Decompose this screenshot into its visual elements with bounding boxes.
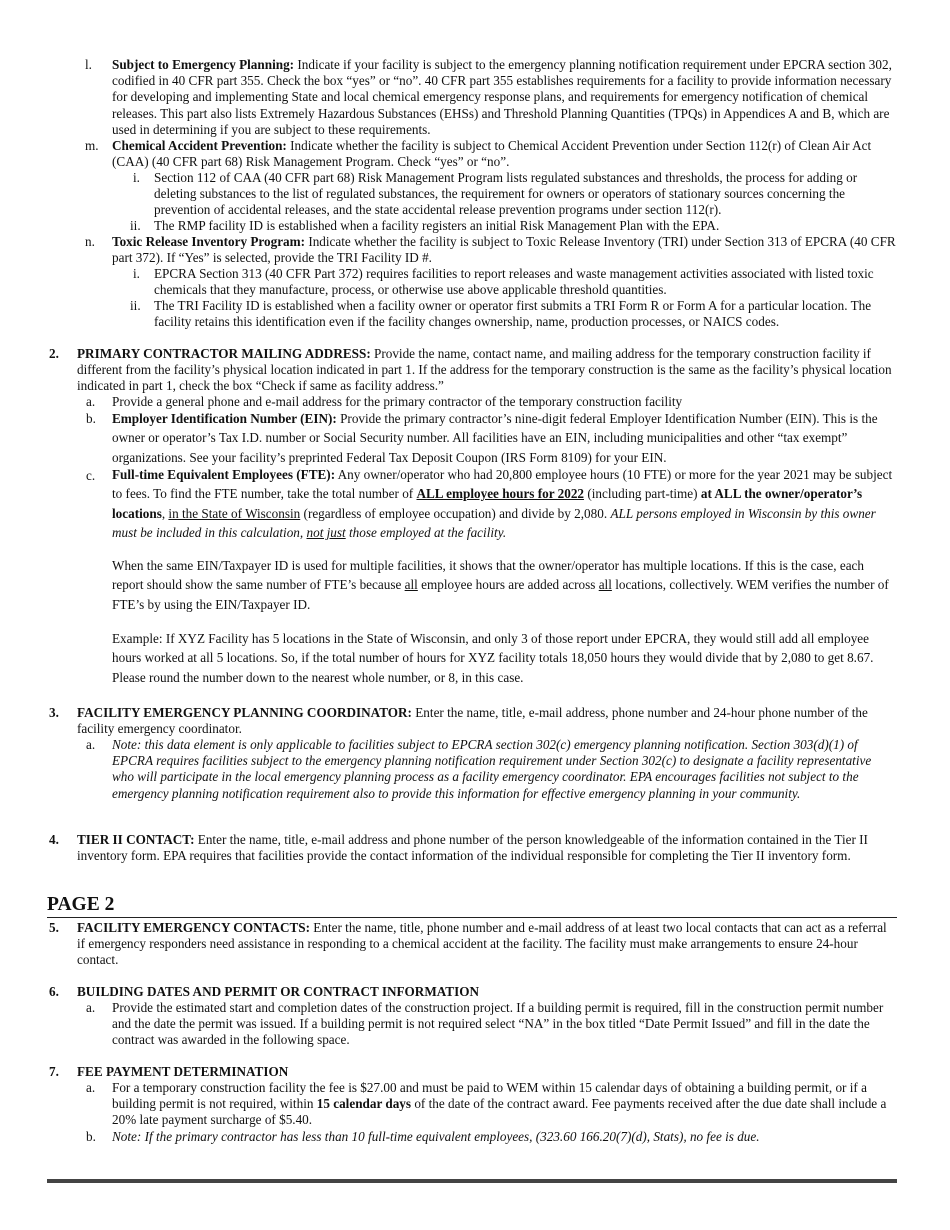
item-l-label: l.	[85, 57, 92, 72]
footer-rule	[47, 1179, 897, 1183]
section-2b-label: b.	[86, 411, 96, 426]
section-2c-p2-text-a: When the same EIN/Taxpayer ID is used for multiple facilities, it shows that the owner/operator has multiple locations. If this is the case, each report should show the same number of FTE’s because	[112, 558, 865, 593]
section-2a-text: Provide a general phone and e-mail address for the primary contractor of the temporary construction facility	[112, 394, 683, 409]
section-5-title: FACILITY EMERGENCY CONTACTS:	[77, 920, 310, 935]
section-2a-label: a.	[86, 394, 96, 409]
item-n-sub-ii-label: ii.	[130, 298, 141, 313]
section-7-number: 7.	[49, 1064, 59, 1079]
section-2c-italic-2: those employed at the facility.	[345, 525, 507, 541]
item-m-title: Chemical Accident Prevention:	[112, 138, 287, 153]
section-3-title: FACILITY EMERGENCY PLANNING COORDINATOR:	[77, 705, 412, 720]
item-m-text: Indicate whether the facility is subject to Chemical Accident Prevention under Section 112(r) of Clean Air Act (CAA) (40 CFR part 68) Risk Management Program. Check “yes” or “no”.	[112, 138, 872, 170]
item-m-sub-i-text: Section 112 of CAA (40 CFR part 68) Risk Management Program lists regulated substances and thresholds, the process for adding or deleting substances to the list of regulated substances, the requirement for owners or operators of stationary sources concerning the prevention of accidental releases, and the state accidental release prevention programs under section 112(r).	[154, 170, 858, 218]
section-7b-note: Note: If the primary contractor has less than 10 full-time equivalent employees, (323.60 166.20(7)(d), Stats), no fee is due.	[112, 1129, 760, 1144]
item-l-subject-to-emergency-planning	[112, 57, 896, 138]
section-2c-p2-text-c: locations, collectively. WEM verifies the number of FTE’s by using the EIN/Taxpayer ID.	[112, 577, 889, 612]
heading-divider	[47, 917, 897, 918]
section-6-number: 6.	[49, 984, 59, 999]
section-7a-text-1: For a temporary construction facility the fee is $27.00 and must be paid to WEM within 15 calendar days of obtaining a building permit, or if a building permit is not required, within	[112, 1080, 867, 1112]
section-2b-ein	[112, 409, 896, 467]
section-4-number: 4.	[49, 832, 59, 847]
section-2c-all-employee-hours: ALL employee hours for 2022	[416, 486, 585, 502]
section-2c-example-paragraph: Example: If XYZ Facility has 5 locations in the State of Wisconsin, and only 3 of those report under EPCRA, they would still add all employee hours worked at all 5 locations. So, if the total number of hours for XYZ facility totals 18,050 hours they would divide that by 2,080 to get 8.67. Please round the number down to the nearest whole number, or 8, in this case.	[112, 631, 874, 685]
item-n-toxic-release-inventory	[112, 234, 896, 266]
item-m-sub-i-label: i.	[133, 170, 140, 185]
section-4-text: Enter the name, title, e-mail address and phone number of the person knowledgeable of the information contained in the Tier II inventory form. EPA requires that facilities provide the contact information of the individual responsible for completing the Tier II inventory form.	[77, 832, 868, 864]
item-m-label: m.	[85, 138, 99, 153]
section-3a-label: a.	[86, 737, 96, 752]
item-n-sub-i-text: EPCRA Section 313 (40 CFR Part 372) requires facilities to report releases and waste management activities associated with listed toxic chemicals that they manufacture, process, or otherwise use above applicable threshold quantities.	[154, 266, 874, 298]
section-2c-label: c.	[86, 468, 96, 483]
section-2-number: 2.	[49, 346, 59, 361]
section-2c-p2-all-1: all	[404, 577, 418, 593]
section-2c-ein-paragraph	[112, 556, 896, 614]
section-5-text: Enter the name, title, phone number and e-mail address of at least two local contacts that can act as a referral if emergency responders need assistance in responding to a chemical accident at the facility. The facility must make arrangements to ensure 24-hour contact.	[77, 920, 887, 968]
section-5-emergency-contacts	[77, 920, 896, 969]
section-6a-text: Provide the estimated start and completion dates of the construction project. If a building permit is required, fill in the construction permit number and the date the permit was issued. If a building permit is not required select “NA” in the box titled “Date Permit Issued” and fill in the date the contract was awarded in the following space.	[112, 1000, 884, 1048]
section-2c-text-1: Any owner/operator who had 20,800 employee hours (10 FTE) or more for the year 2021 may be subject to fees. To find the FTE number, take the total number of	[112, 467, 893, 502]
section-2c-fte	[112, 465, 896, 543]
section-3-coordinator	[77, 705, 896, 737]
section-2-primary-contractor	[77, 346, 896, 395]
section-4-tier-ii-contact	[77, 832, 896, 864]
item-l-title: Subject to Emergency Planning:	[112, 57, 295, 72]
page-2-heading: PAGE 2	[47, 894, 115, 915]
section-7a-15-calendar-days: 15 calendar days	[316, 1096, 412, 1112]
item-l-text: Indicate if your facility is subject to the emergency planning notification requirement under EPCRA section 302, codified in 40 CFR part 355. Check the box “yes” or “no”. 40 CFR part 355 establishes requirements for a facility to provide information necessary for developing and implementing State and local chemical emergency response plans, and requirements for emergency notification of chemical releases. This part also lists Extremely Hazardous Substances (EHSs) and Threshold Planning Quantities (TPQs) in Appendices A and B, which are used in determining if you are subject to these requirements.	[112, 57, 892, 137]
section-5-number: 5.	[49, 920, 59, 935]
section-7b-label: b.	[86, 1129, 96, 1144]
item-n-title: Toxic Release Inventory Program:	[112, 234, 306, 249]
section-4-title: TIER II CONTACT:	[77, 832, 195, 847]
section-2c-wisconsin: in the State of Wisconsin	[168, 505, 301, 521]
section-6-title: BUILDING DATES AND PERMIT OR CONTRACT INFORMATION	[77, 984, 480, 999]
section-2-text: Provide the name, contact name, and mailing address for the temporary construction facility if different from the facility’s physical location indicated in part 1. If the address for the temporary construction is the same as the facility’s physical location indicated in part 1, check the box “Check if same as facility address.”	[77, 346, 892, 394]
section-7a-text-2: of the date of the contract award. Fee payments received after the due date shall include a 20% late payment surcharge of $5.40.	[112, 1096, 887, 1128]
section-2c-italic-1: ALL persons employed in Wisconsin by this owner must be included in this calculation,	[112, 505, 876, 541]
section-7-title: FEE PAYMENT DETERMINATION	[77, 1064, 289, 1079]
item-m-sub-ii-text: The RMP facility ID is established when a facility registers an initial Risk Management Plan with the EPA.	[154, 218, 720, 233]
section-6a-label: a.	[86, 1000, 96, 1015]
section-2c-p2-text-b: employee hours are added across	[417, 577, 599, 593]
section-2c-all-locations: at ALL the owner/operator’s locations	[112, 486, 863, 521]
section-3-text: Enter the name, title, e-mail address, phone number and 24-hour phone number of the facility emergency coordinator.	[77, 705, 868, 737]
section-2c-not-just: not just	[306, 525, 346, 541]
item-m-chemical-accident-prevention	[112, 138, 896, 170]
section-3-number: 3.	[49, 705, 59, 720]
section-2b-title: Employer Identification Number (EIN):	[112, 411, 337, 426]
section-2c-text-3: ,	[161, 505, 169, 521]
item-n-text: Indicate whether the facility is subject to Toxic Release Inventory (TRI) under Section 313 of EPCRA (40 CFR part 372). If “Yes” is selected, provide the TRI Facility ID #.	[112, 234, 896, 266]
section-7a-label: a.	[86, 1080, 96, 1095]
section-2b-text: Provide the primary contractor’s nine-digit federal Employer Identification Number (EIN). This is the owner or operator’s Tax I.D. number or Social Security number. All facilities have an EIN, including municipalities and other “tax exempt” organizations. See your facility’s preprinted Federal Tax Deposit Coupon (IRS Form 8109) for your EIN.	[112, 411, 878, 465]
item-n-label: n.	[85, 234, 95, 249]
section-2c-text-2: (including part-time)	[584, 486, 701, 502]
item-n-sub-i-label: i.	[133, 266, 140, 281]
item-n-sub-ii-text: The TRI Facility ID is established when a facility owner or operator first submits a TRI Form R or Form A for a particular location. The facility retains this identification even if the facility changes ownership, name, production processes, or NAICS codes.	[154, 298, 872, 330]
section-2c-title: Full-time Equivalent Employees (FTE):	[112, 467, 336, 482]
section-3a-note: Note: this data element is only applicable to facilities subject to EPCRA section 302(c) emergency planning notification. Section 303(d)(1) of EPCRA requires facilities subject to the emergency planning notification requirement under Section 302(c) to designate a facility representative who will participate in the local emergency planning process as a facility emergency coordinator. EPA encourages facilities not subject to the emergency planning notification requirement also to provide this information for effective emergency planning in your community.	[112, 737, 872, 801]
section-2c-p2-all-2: all	[598, 577, 612, 593]
item-m-sub-ii-label: ii.	[130, 218, 141, 233]
section-2c-text-4: (regardless of employee occupation) and divide by 2,080.	[300, 505, 611, 521]
section-2-title: PRIMARY CONTRACTOR MAILING ADDRESS:	[77, 346, 371, 361]
section-7a-fee	[112, 1080, 896, 1129]
